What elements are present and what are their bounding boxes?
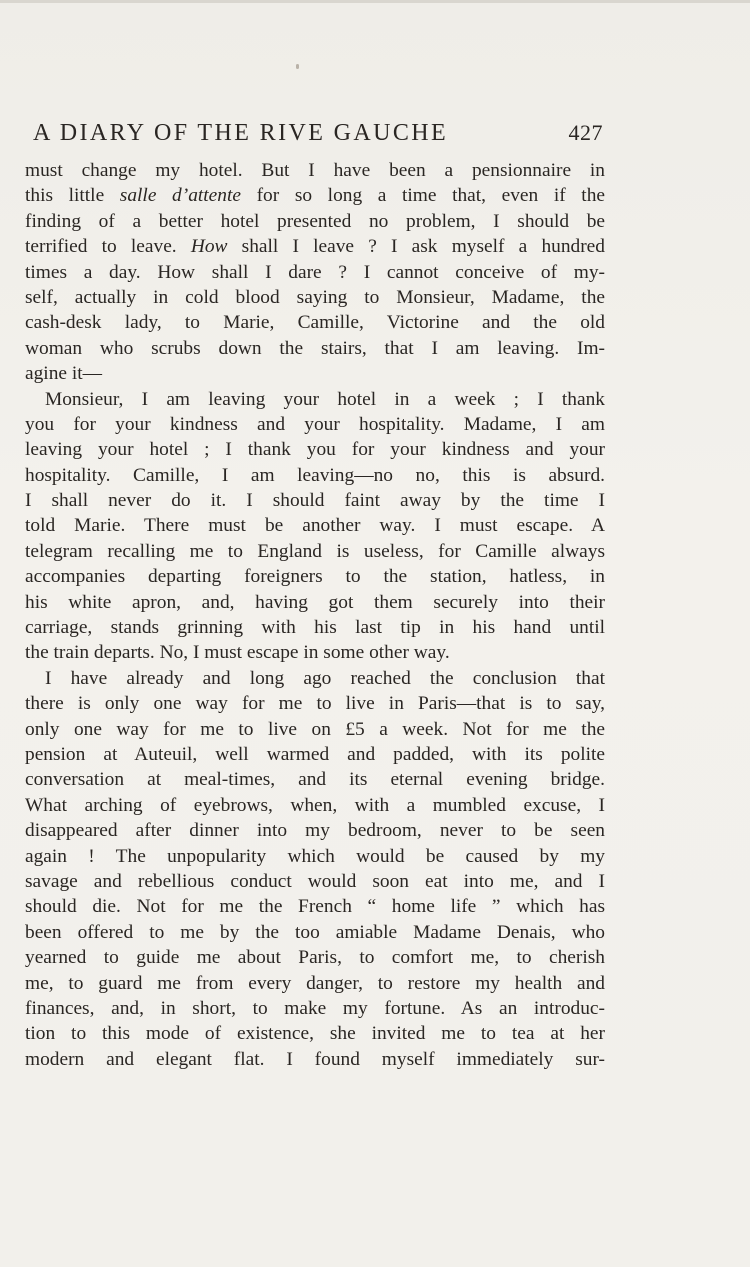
text-line: you for your kindness and your hospitality. Madame, I am <box>25 413 605 435</box>
text-line: the train departs. No, I must escape in some other way. <box>25 642 450 664</box>
text-line: finances, and, in short, to make my fortune. As an introduc- <box>25 997 605 1019</box>
text-segment: this little <box>25 185 120 207</box>
running-head: A DIARY OF THE RIVE GAUCHE <box>33 120 449 146</box>
text-line: What arching of eyebrows, when, with a mumbled excuse, I <box>25 794 605 816</box>
text-line: disappeared after dinner into my bedroom, never to be seen <box>25 820 605 842</box>
text-line: should die. Not for me the French “ home life ” which has <box>25 896 605 918</box>
text-line: leaving your hotel ; I thank you for your kindness and your <box>25 439 605 461</box>
text-line <box>25 234 605 259</box>
text-line: times a day. How shall I dare ? I cannot conceive of my- <box>25 261 605 283</box>
text-line: telegram recalling me to England is useless, for Camille always <box>25 540 605 562</box>
text-line: his white apron, and, having got them securely into their <box>25 591 605 613</box>
text-line: agine it— <box>25 363 103 385</box>
italic-word: How <box>190 236 228 258</box>
text-line: accompanies departing foreigners to the station, hatless, in <box>25 566 605 588</box>
text-line: Monsieur, I am leaving your hotel in a week ; I thank <box>45 388 605 410</box>
text-line: I shall never do it. I should faint away by the time I <box>25 490 605 512</box>
text-line: must change my hotel. But I have been a pensionnaire in <box>25 160 605 181</box>
text-line <box>25 183 605 208</box>
text-line: yearned to guide me about Paris, to comfort me, to cherish <box>25 947 605 969</box>
text-line: told Marie. There must be another way. I must escape. A <box>25 515 605 537</box>
text-line: conversation at meal-times, and its eternal evening bridge. <box>25 769 605 791</box>
text-line: self, actually in cold blood saying to Monsieur, Madame, the <box>25 286 605 308</box>
text-line: I have already and long ago reached the conclusion that <box>45 667 605 689</box>
text-line: again ! The unpopularity which would be caused by my <box>25 845 605 867</box>
paper-speck <box>296 64 299 69</box>
text-line: there is only one way for me to live in Paris—that is to say, <box>25 693 605 715</box>
text-segment: shall I leave ? I ask myself a hundred <box>227 236 605 258</box>
text-line: me, to guard me from every danger, to restore my health and <box>25 972 605 994</box>
body-text <box>25 158 605 1072</box>
text-line: tion to this mode of existence, she invited me to tea at her <box>25 1023 605 1045</box>
text-segment: for so long a time that, even if the <box>240 185 605 207</box>
text-line: cash-desk lady, to Marie, Camille, Victorine and the old <box>25 312 605 334</box>
text-line: carriage, stands grinning with his last tip in his hand until <box>25 617 605 639</box>
text-line: hospitality. Camille, I am leaving—no no, this is absurd. <box>25 464 605 486</box>
text-line: finding of a better hotel presented no problem, I should be <box>25 210 605 232</box>
text-line: savage and rebellious conduct would soon eat into me, and I <box>25 870 605 892</box>
text-line: woman who scrubs down the stairs, that I am leaving. Im- <box>25 337 605 359</box>
italic-phrase: salle d’attente <box>119 185 241 207</box>
text-segment: terrified to leave. <box>25 236 191 258</box>
text-line: been offered to me by the too amiable Madame Denais, who <box>25 921 605 943</box>
page-number: 427 <box>568 120 603 145</box>
page-top-edge <box>0 0 750 3</box>
page-header <box>33 116 603 150</box>
text-line: modern and elegant flat. I found myself immediately sur- <box>25 1048 605 1070</box>
text-line: only one way for me to live on £5 a week. Not for me the <box>25 718 605 740</box>
text-line: pension at Auteuil, well warmed and padded, with its polite <box>25 743 605 765</box>
